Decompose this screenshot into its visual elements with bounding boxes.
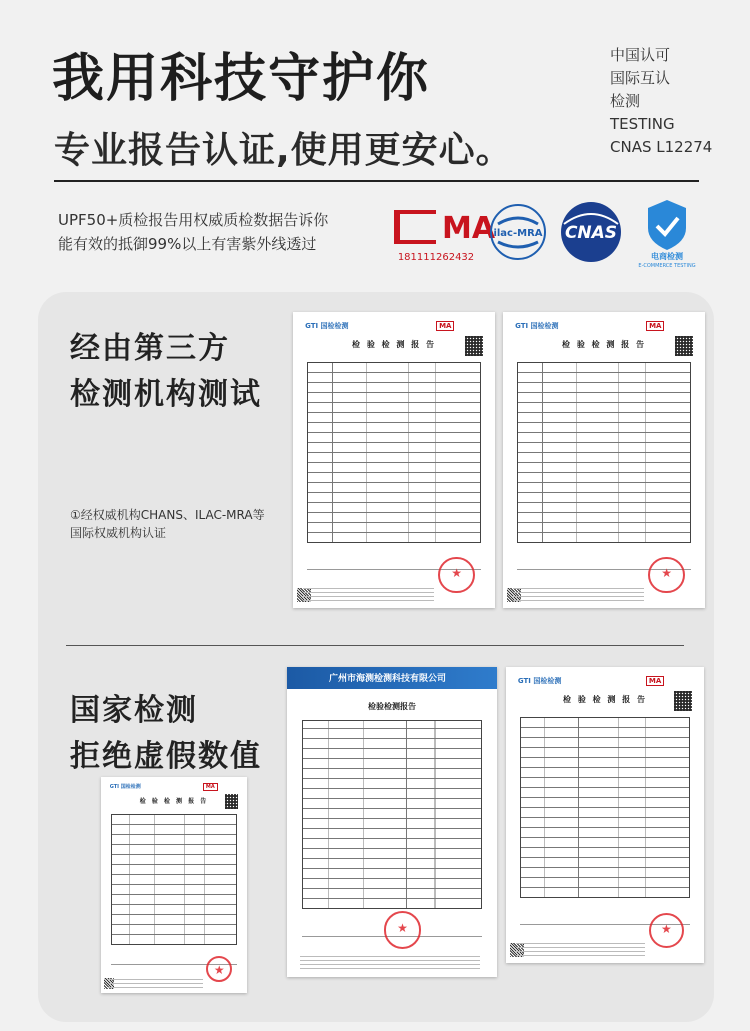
intro-text xyxy=(58,208,328,256)
report-table xyxy=(517,362,691,543)
ma-mark: MA xyxy=(436,321,454,331)
ecom-cn: 电商检测 xyxy=(651,252,683,261)
report-document xyxy=(506,667,704,963)
badge-line: 检测 xyxy=(610,92,641,110)
ilac-mra-logo xyxy=(488,202,548,262)
ilac-icon xyxy=(488,202,548,262)
footer-text xyxy=(303,586,434,601)
section1-title-line: 检测机构测试 xyxy=(70,377,262,412)
doc-header xyxy=(515,321,693,336)
cma-number: 181111262432 xyxy=(397,252,475,263)
badge-line: TESTING xyxy=(610,115,675,133)
report-title: 检 验 检 测 报 告 xyxy=(352,339,436,349)
footer-text xyxy=(300,954,481,970)
section2-title xyxy=(70,688,262,780)
qr-code-icon xyxy=(465,336,483,357)
report-title: 检 验 检 测 报 告 xyxy=(139,798,209,806)
company-name: 广州市海测检测科技有限公司 xyxy=(329,674,447,685)
company-band xyxy=(287,667,497,689)
page-title: 我用科技守护你 xyxy=(52,49,431,109)
intro-line: UPF50+质检报告用权威质检数据告诉你 xyxy=(58,211,329,229)
report-table xyxy=(111,814,237,946)
doc-header xyxy=(110,783,239,794)
qr-code-icon xyxy=(675,336,693,357)
badge-line: 国际互认 xyxy=(610,69,671,87)
lab-logo: GTI 国检检测 xyxy=(517,676,562,685)
ecom-en: E-COMMERCE TESTING xyxy=(638,263,696,269)
section2-title-line: 拒绝虚假数值 xyxy=(70,739,262,774)
report-title: 检 验 检 测 报 告 xyxy=(563,694,647,704)
section1-title-line: 经由第三方 xyxy=(70,331,230,366)
ma-mark: MA xyxy=(203,783,218,791)
ilac-text: ilac-MRA xyxy=(493,228,543,239)
badge-line: CNAS L12274 xyxy=(610,138,713,156)
red-seal-icon xyxy=(649,913,685,949)
red-seal-icon xyxy=(648,557,684,593)
qr-code-icon xyxy=(225,794,238,809)
red-seal-icon xyxy=(206,956,232,982)
cma-icon xyxy=(390,204,496,264)
report-table xyxy=(302,720,483,909)
note-line: ①经权威机构CHANS、ILAC-MRA等 xyxy=(70,508,265,522)
footer-text xyxy=(516,941,645,956)
lab-logo: GTI 国检检测 xyxy=(305,321,349,330)
doc-header xyxy=(305,321,483,336)
cma-mark: MA xyxy=(442,211,496,246)
lab-logo: GTI 国检检测 xyxy=(515,321,559,330)
ma-mark: MA xyxy=(646,676,664,686)
section2-title-line: 国家检测 xyxy=(70,693,198,728)
cnas-text: CNAS xyxy=(564,223,618,243)
cnas-icon xyxy=(556,200,626,264)
cnas-logo xyxy=(556,200,626,264)
cma-logo xyxy=(390,204,496,264)
report-title: 检 验 检 测 报 告 xyxy=(562,339,646,349)
accreditation-text xyxy=(610,44,712,159)
page-subtitle: 专业报告认证,使用更安心。 xyxy=(54,130,513,171)
certification-logos xyxy=(390,198,700,268)
company-report-title: 检验检测报告 xyxy=(368,702,416,712)
qr-code-icon xyxy=(674,691,692,712)
report-table xyxy=(520,717,690,898)
header-divider xyxy=(54,180,699,182)
report-table xyxy=(307,362,481,543)
section1-title xyxy=(70,326,262,418)
red-seal-icon xyxy=(438,557,474,593)
report-document xyxy=(503,312,705,608)
shield-check-icon xyxy=(634,198,700,268)
report-document xyxy=(293,312,495,608)
note-line: 国际权威机构认证 xyxy=(70,526,167,540)
ecommerce-testing-logo xyxy=(634,198,700,268)
red-seal-icon xyxy=(384,911,422,949)
company-report-document xyxy=(287,667,497,977)
lab-logo: GTI 国检检测 xyxy=(109,784,141,791)
intro-line: 能有效的抵御99%以上有害紫外线透过 xyxy=(58,235,317,253)
report-document xyxy=(101,777,247,993)
footer-text xyxy=(513,586,644,601)
footer-text xyxy=(108,977,203,988)
badge-line: 中国认可 xyxy=(610,46,671,64)
doc-header xyxy=(518,676,692,691)
section1-note xyxy=(70,506,265,542)
ma-mark: MA xyxy=(646,321,664,331)
section-divider xyxy=(66,645,684,646)
